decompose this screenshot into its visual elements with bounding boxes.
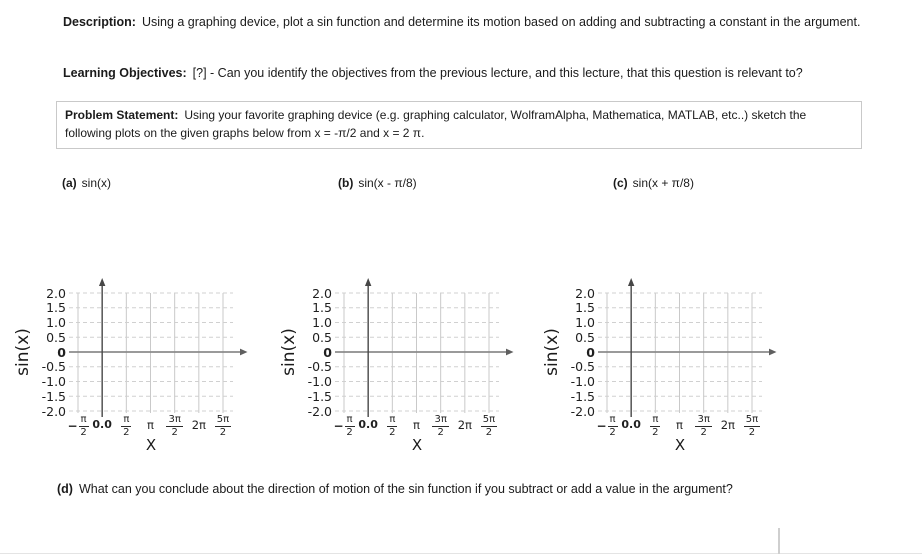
x-tick-label: 0.0	[358, 418, 378, 431]
y-tick-label: 1.0	[46, 315, 66, 330]
y-tick-label: -1.5	[570, 388, 595, 404]
y-tick-label: -1.0	[307, 374, 332, 389]
y-tick-label: 0	[323, 344, 332, 360]
y-tick-label: 2.0	[46, 285, 66, 301]
y-tick-label: -1.5	[41, 388, 66, 404]
x-tick-label: π	[147, 418, 154, 432]
x-tick-label: 2π	[191, 418, 206, 432]
part-b-formula: sin(x - π/8)	[358, 176, 417, 190]
fraction-tick: $\frac{5\pi}{2}$	[745, 414, 759, 438]
part-a-formula: sin(x)	[81, 176, 112, 190]
x-tick-label	[734, 415, 770, 438]
description-text: Using a graphing device, plot a sin function and determine its motion based on adding and subtracting a constant in the argument.	[141, 15, 861, 29]
x-tick-label: 2π	[720, 418, 735, 432]
graph-b-empty-axes	[278, 276, 518, 478]
fraction-tick: $\frac{5\pi}{2}$	[216, 414, 230, 438]
part-b-label: (b)	[338, 176, 354, 190]
fraction-tick: $\frac{3\pi}{2}$	[697, 414, 710, 438]
y-tick-label: -0.5	[570, 359, 595, 375]
graph-a-empty-axes	[12, 276, 252, 478]
part-c-heading	[613, 176, 694, 190]
problem-statement-text: Using your favorite graphing device (e.g. graphing calculator, WolframAlpha, Mathematica, MATLAB, etc..) sketch the following plots on the given graphs below from x = -π/2 and x = 2 π.	[65, 108, 807, 140]
question-d-paragraph	[57, 480, 887, 498]
fraction-tick: $\frac{5\pi}{2}$	[482, 414, 496, 438]
x-tick-label: π	[676, 418, 683, 432]
fraction-tick: $\frac{\pi}{2}$	[80, 414, 87, 438]
description-label: Description:	[63, 15, 136, 29]
problem-statement-label: Problem Statement:	[65, 108, 179, 122]
y-tick-label: 0.5	[46, 329, 66, 345]
minus-sign: −	[67, 419, 78, 433]
fraction-tick: $\frac{\pi}{2}$	[652, 414, 659, 438]
y-tick-label: 1.0	[312, 315, 332, 330]
y-tick-label: 0.5	[312, 329, 332, 345]
y-axis-label: sin(x)	[279, 328, 299, 376]
y-tick-label: 2.0	[312, 285, 332, 301]
x-tick-label: π	[413, 418, 420, 432]
y-tick-label: 1.5	[46, 300, 66, 316]
question-d-label: (d)	[57, 482, 73, 496]
graph-c-empty-axes	[541, 276, 781, 478]
y-tick-label: 1.5	[312, 300, 332, 316]
y-tick-label: -0.5	[307, 359, 332, 375]
y-tick-label: 1.0	[575, 315, 595, 330]
minus-sign: −	[596, 419, 607, 433]
y-tick-label: 0	[586, 344, 595, 360]
vertical-divider-line	[778, 528, 780, 554]
fraction-tick: $\frac{\pi}{2}$	[346, 414, 353, 438]
y-axis-label: sin(x)	[13, 328, 33, 376]
y-tick-label: 0.5	[575, 329, 595, 345]
fraction-tick: $\frac{\pi}{2}$	[123, 414, 130, 438]
learning-objectives-text: [?] - Can you identify the objectives from the previous lecture, and this lecture, that this question is relevant to?	[192, 66, 803, 80]
y-tick-label: -2.0	[41, 403, 66, 419]
fraction-tick: $\frac{\pi}{2}$	[389, 414, 396, 438]
x-tick-label: 0.0	[92, 418, 112, 431]
x-tick-label: 0.0	[621, 418, 641, 431]
y-tick-label: -1.0	[41, 374, 66, 389]
y-tick-label: 2.0	[575, 285, 595, 301]
x-tick-label: 2π	[457, 418, 472, 432]
fraction-tick: $\frac{\pi}{2}$	[609, 414, 616, 438]
x-tick-label	[471, 415, 507, 438]
y-tick-label: -1.0	[570, 374, 595, 389]
learning-objectives-label: Learning Objectives:	[63, 66, 187, 80]
problem-statement-box	[56, 101, 862, 149]
fraction-tick: $\frac{3\pi}{2}$	[168, 414, 181, 438]
y-tick-label: 1.5	[575, 300, 595, 316]
y-tick-label: -2.0	[307, 403, 332, 419]
fraction-tick: $\frac{3\pi}{2}$	[434, 414, 447, 438]
x-tick-label	[205, 415, 241, 438]
y-tick-label: 0	[57, 344, 66, 360]
x-axis-label: X	[411, 436, 423, 454]
part-a-heading	[62, 176, 111, 190]
minus-sign: −	[333, 419, 344, 433]
part-a-label: (a)	[62, 176, 77, 190]
description-paragraph	[63, 13, 863, 31]
y-tick-label: -0.5	[41, 359, 66, 375]
y-tick-label: -2.0	[570, 403, 595, 419]
part-c-formula: sin(x + π/8)	[632, 176, 694, 190]
y-tick-label: -1.5	[307, 388, 332, 404]
learning-objectives-paragraph	[63, 64, 888, 82]
question-d-text: What can you conclude about the direction of motion of the sin function if you subtract or add a value in the argument?	[78, 482, 733, 496]
x-axis-label: X	[674, 436, 686, 454]
x-axis-label: X	[145, 436, 157, 454]
part-c-label: (c)	[613, 176, 628, 190]
part-b-heading	[338, 176, 417, 190]
y-axis-label: sin(x)	[542, 328, 562, 376]
